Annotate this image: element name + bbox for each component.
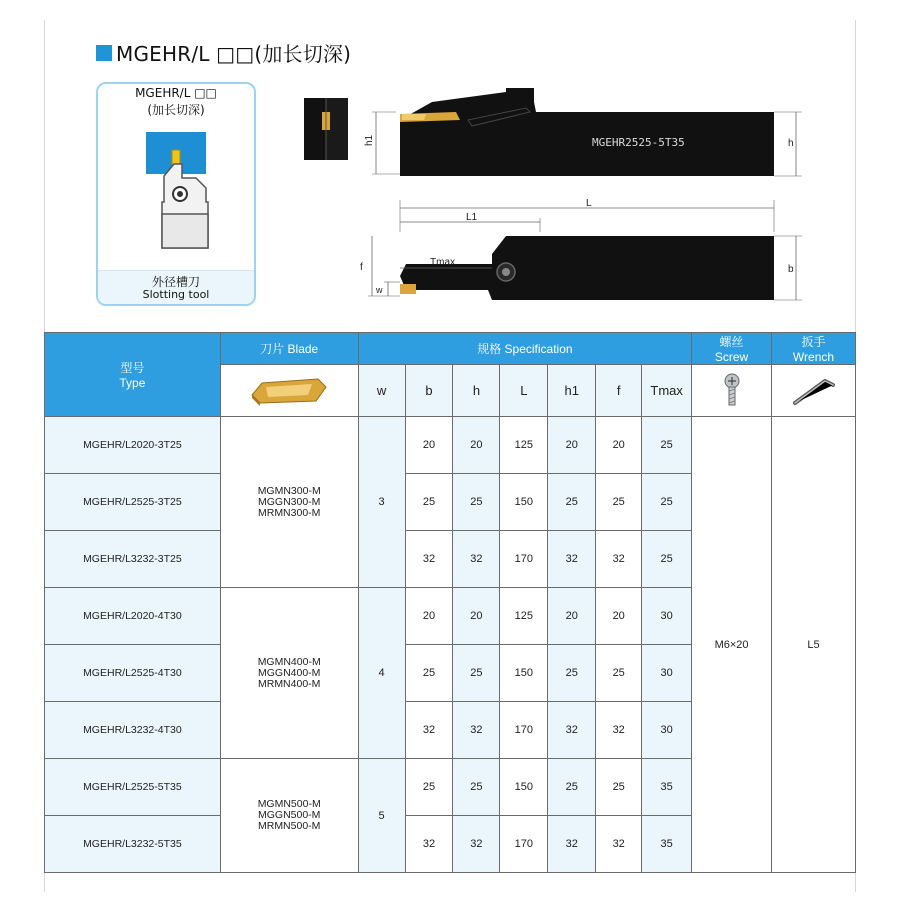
header-screw-cn: 螺丝: [719, 335, 744, 349]
dim-b-label: b: [788, 264, 794, 275]
b-cell: 20: [405, 588, 453, 645]
type-cell: MGEHR/L3232-3T25: [45, 531, 221, 588]
card-title-model: MGEHR/L □□: [135, 86, 217, 100]
Tmax-cell: 35: [642, 816, 692, 873]
L-cell: 170: [500, 702, 548, 759]
f-cell: 25: [596, 759, 642, 816]
b-cell: 25: [405, 759, 453, 816]
specification-table: [44, 332, 856, 873]
col-header-w: w: [358, 365, 405, 417]
Tmax-cell: 25: [642, 531, 692, 588]
header-blade-label: 刀片 Blade: [260, 342, 319, 356]
f-cell: 32: [596, 531, 642, 588]
blade-name: MGGN300-M: [257, 495, 321, 508]
type-cell: MGEHR/L2525-3T25: [45, 474, 221, 531]
blade-image-cell: [220, 365, 358, 417]
L-cell: 150: [500, 645, 548, 702]
h-cell: 25: [453, 474, 500, 531]
col-header-L: L: [500, 365, 548, 417]
L-cell: 125: [500, 588, 548, 645]
blade-name: MGGN400-M: [257, 666, 321, 679]
h-cell: 20: [453, 588, 500, 645]
Tmax-cell: 30: [642, 588, 692, 645]
b-cell: 25: [405, 645, 453, 702]
h-cell: 25: [453, 759, 500, 816]
Tmax-cell: 25: [642, 474, 692, 531]
Tmax-cell: 35: [642, 759, 692, 816]
h-cell: 32: [453, 702, 500, 759]
f-cell: 25: [596, 645, 642, 702]
blade-name: MGMN300-M: [257, 484, 321, 497]
L-cell: 150: [500, 474, 548, 531]
screw-icon: [717, 373, 747, 409]
heading-square-icon: [96, 45, 112, 61]
dim-h-label: h: [788, 138, 794, 149]
type-cell: MGEHR/L3232-5T35: [45, 816, 221, 873]
wrench-image-cell: [772, 365, 856, 417]
card-footer-en: Slotting tool: [142, 288, 210, 301]
b-cell: 20: [405, 417, 453, 474]
dim-w-label: w: [376, 285, 383, 295]
type-cell: MGEHR/L2020-3T25: [45, 417, 221, 474]
h-cell: 25: [453, 645, 500, 702]
Tmax-cell: 30: [642, 645, 692, 702]
col-header-h: h: [453, 365, 500, 417]
header-wrench-en: Wrench: [792, 350, 835, 364]
dim-L1-label: L1: [466, 212, 478, 223]
blade-name: MRMN300-M: [257, 506, 321, 519]
screw-cell: M6×20: [692, 417, 772, 873]
type-cell: MGEHR/L2525-4T30: [45, 645, 221, 702]
dim-Tmax-label: Tmax: [430, 257, 455, 268]
blade-name: MRMN400-M: [257, 677, 321, 690]
Tmax-cell: 30: [642, 702, 692, 759]
card-footer: [98, 270, 254, 304]
b-cell: 25: [405, 474, 453, 531]
header-wrench-cn: 扳手: [801, 335, 826, 349]
h1-cell: 32: [548, 702, 596, 759]
h1-cell: 32: [548, 531, 596, 588]
type-cell: MGEHR/L3232-4T30: [45, 702, 221, 759]
grooving-insert-icon: [248, 373, 330, 409]
header-spec-label: 规格 Specification: [477, 342, 573, 356]
f-cell: 32: [596, 702, 642, 759]
header-specification: [358, 333, 691, 365]
h-cell: 32: [453, 531, 500, 588]
f-cell: 25: [596, 474, 642, 531]
L-cell: 170: [500, 816, 548, 873]
header-type: [45, 333, 221, 417]
hex-key-icon: [789, 373, 839, 409]
width-cell: 4: [358, 588, 405, 759]
type-cell: MGEHR/L2525-5T35: [45, 759, 221, 816]
card-footer-cn: 外径槽刀: [151, 275, 200, 289]
tool-dimension-drawing: [296, 84, 816, 316]
header-wrench: [772, 333, 856, 365]
dim-f-label: f: [360, 262, 363, 273]
col-header-h1: h1: [548, 365, 596, 417]
h-cell: 32: [453, 816, 500, 873]
L-cell: 170: [500, 531, 548, 588]
header-screw-en: Screw: [714, 350, 749, 364]
h1-cell: 20: [548, 417, 596, 474]
blade-name: MGMN500-M: [257, 798, 321, 810]
b-cell: 32: [405, 531, 453, 588]
screw-image-cell: [692, 365, 772, 417]
header-type-cn: 型号: [120, 361, 145, 375]
h1-cell: 32: [548, 816, 596, 873]
f-cell: 20: [596, 417, 642, 474]
header-screw: [692, 333, 772, 365]
col-header-f: f: [596, 365, 642, 417]
dim-h1-label: h1: [364, 134, 375, 146]
blade-name: MGGN500-M: [257, 809, 321, 821]
h1-cell: 25: [548, 645, 596, 702]
h-cell: 20: [453, 417, 500, 474]
blade-name: MRMN500-M: [257, 820, 321, 832]
blade-name: MGMN400-M: [257, 655, 321, 668]
h1-cell: 25: [548, 759, 596, 816]
blade-cell: [220, 759, 358, 873]
dim-L-label: L: [586, 198, 592, 209]
b-cell: 32: [405, 702, 453, 759]
h1-cell: 25: [548, 474, 596, 531]
blade-cell: [220, 417, 358, 588]
blade-cell: [220, 588, 358, 759]
Tmax-cell: 25: [642, 417, 692, 474]
section-heading: [96, 38, 351, 67]
card-title-note: (加长切深): [147, 103, 205, 117]
h1-cell: 20: [548, 588, 596, 645]
header-type-en: Type: [119, 376, 146, 390]
end-view: [304, 98, 348, 160]
wrench-cell: L5: [772, 417, 856, 873]
L-cell: 125: [500, 417, 548, 474]
slotting-tool-illustration: [98, 118, 254, 273]
table-row: [45, 417, 856, 474]
width-cell: 5: [358, 759, 405, 873]
f-cell: 32: [596, 816, 642, 873]
tool-engraving: MGEHR2525-5T35: [592, 136, 685, 149]
type-cell: MGEHR/L2020-4T30: [45, 588, 221, 645]
width-cell: 3: [358, 417, 405, 588]
col-header-Tmax: Tmax: [642, 365, 692, 417]
header-blade: [220, 333, 358, 365]
b-cell: 32: [405, 816, 453, 873]
col-header-b: b: [405, 365, 453, 417]
side-view: [400, 88, 774, 176]
f-cell: 20: [596, 588, 642, 645]
L-cell: 150: [500, 759, 548, 816]
heading-text: MGEHR/L □□(加长切深): [116, 42, 352, 66]
tool-type-card: [96, 82, 256, 306]
